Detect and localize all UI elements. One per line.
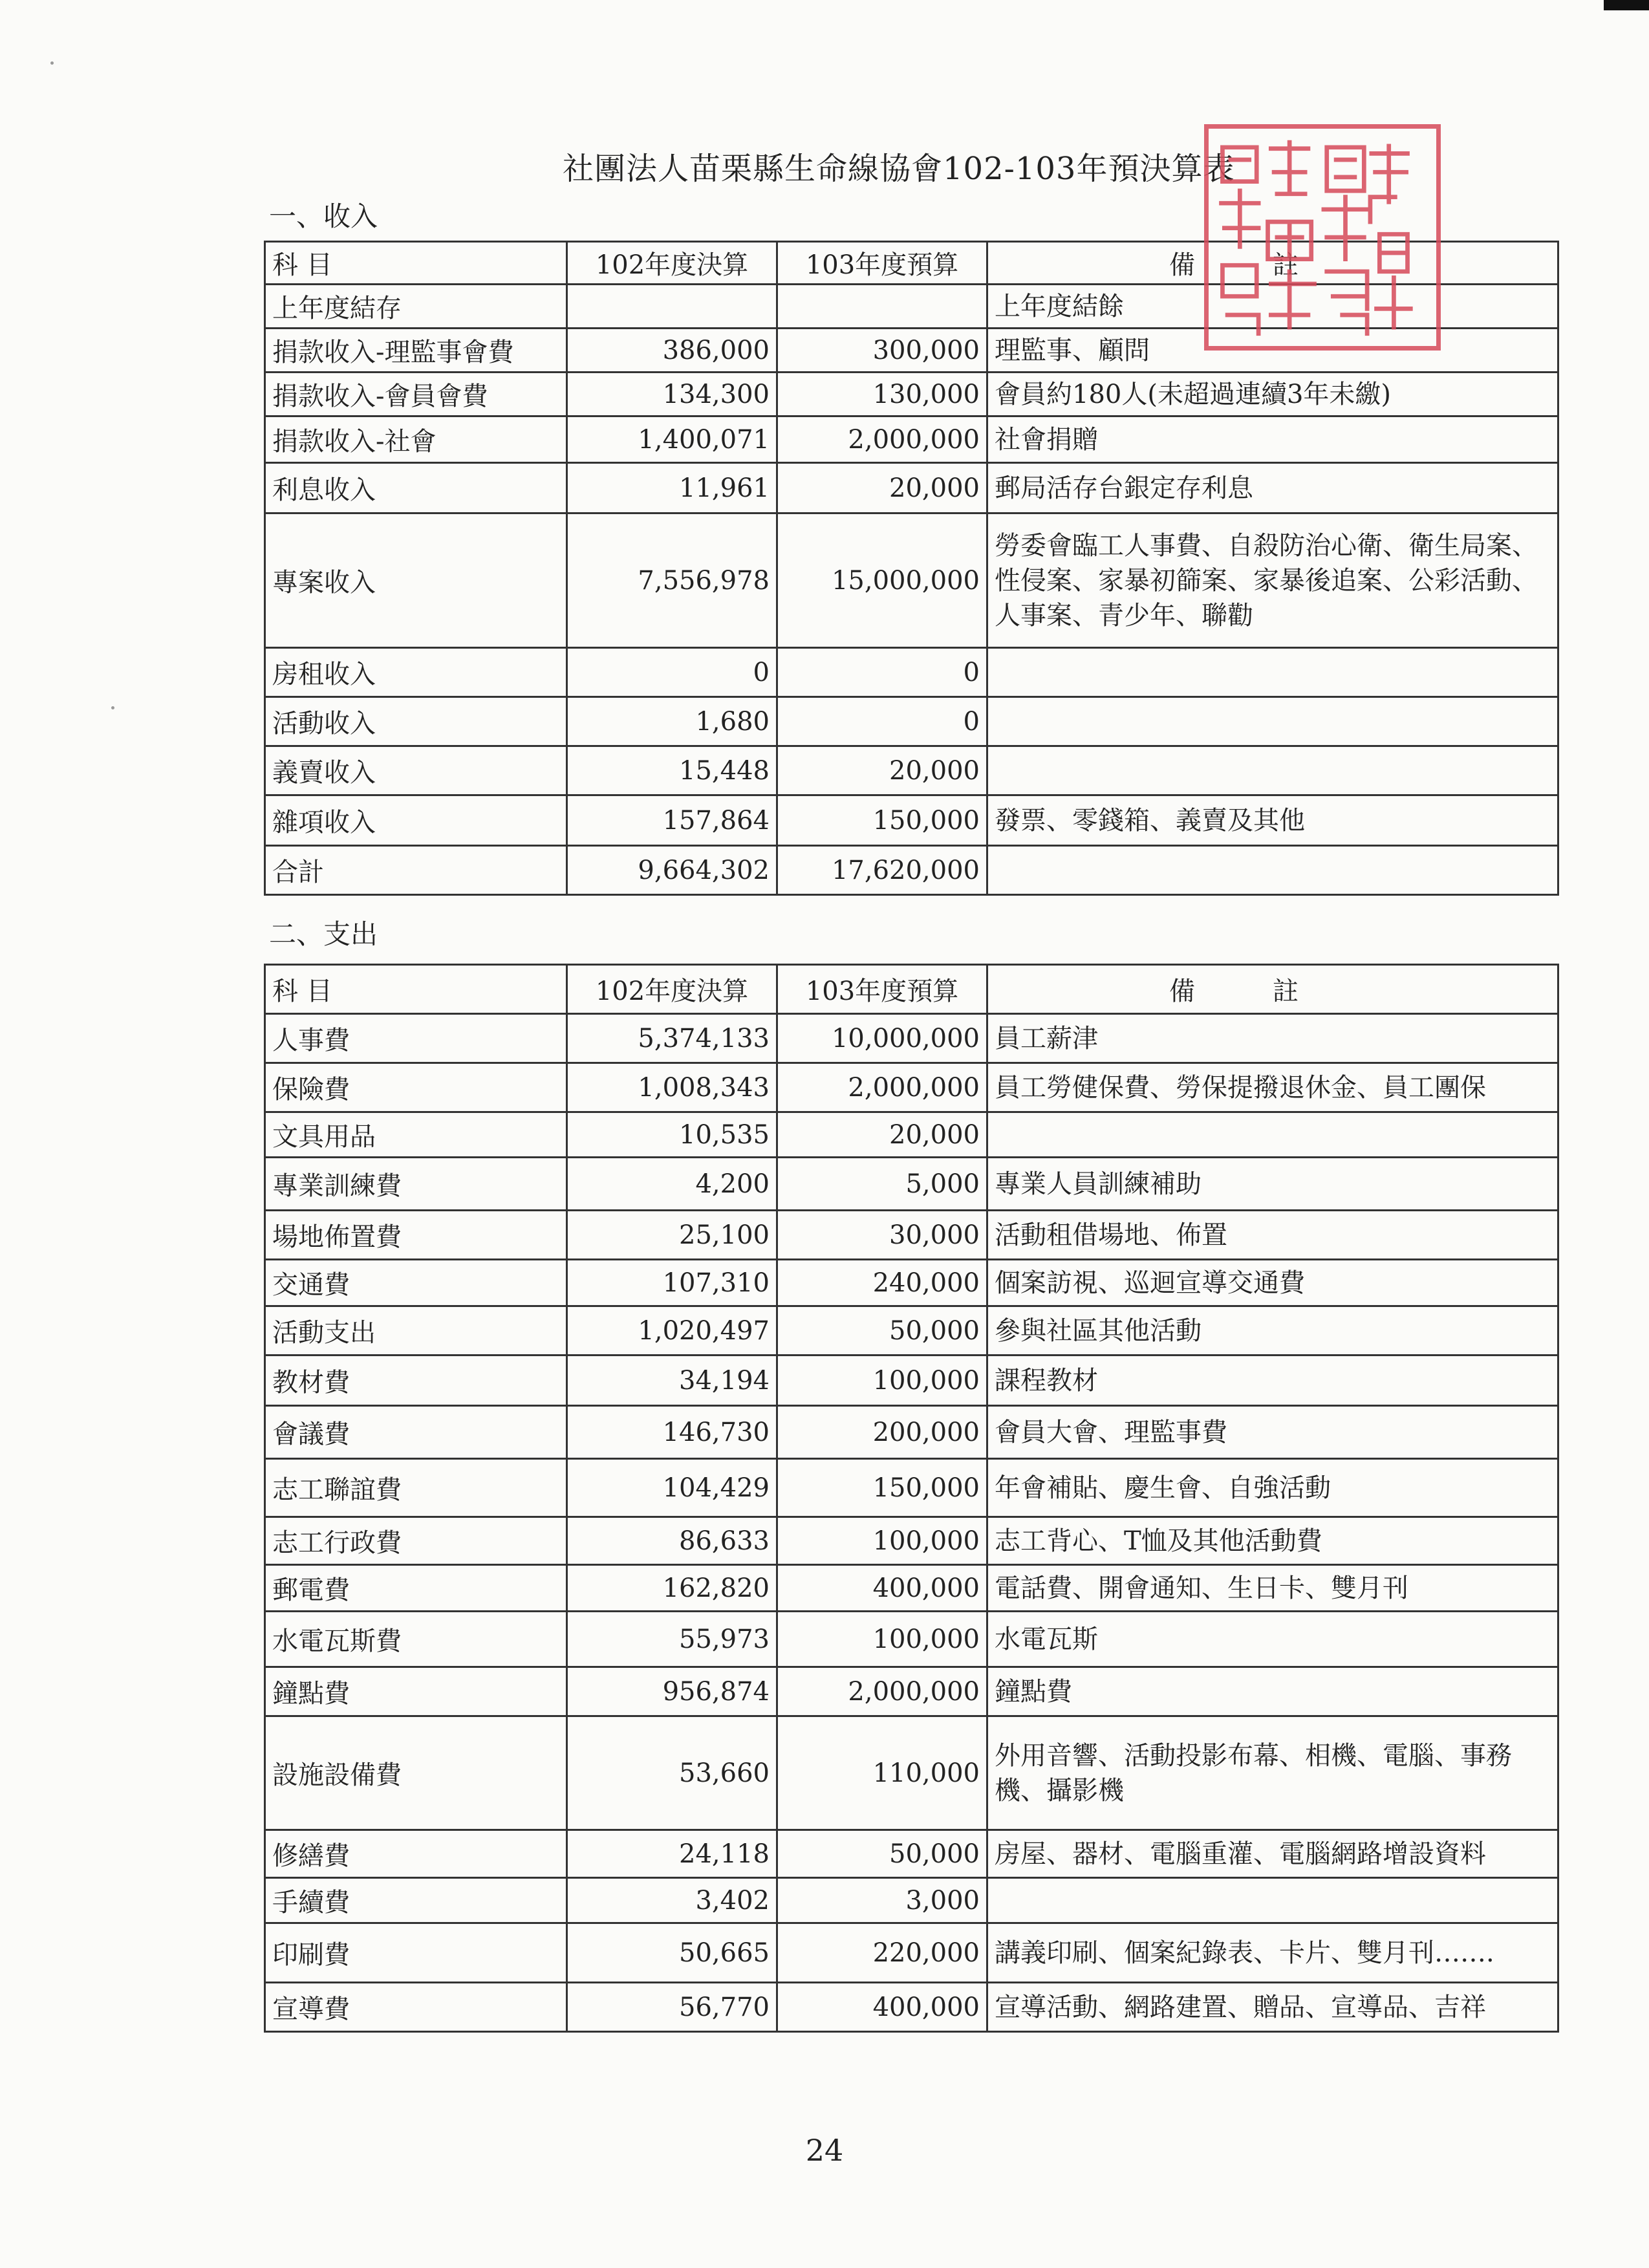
- table-row: [265, 1612, 1558, 1667]
- note-cell: 勞委會臨工人事費、自殺防治心衛、衛生局案、性侵案、家暴初篩案、家暴後追案、公彩活動、人事案、青少年、聯勸: [987, 513, 1558, 648]
- document-title: 社團法人苗栗縣生命線協會102-103年預決算表: [563, 151, 1235, 187]
- table-row: [265, 746, 1558, 795]
- table-row: [265, 1158, 1558, 1211]
- actual-102-cell: 56,770: [567, 1983, 777, 2032]
- subject-cell: 水電瓦斯費: [265, 1612, 567, 1667]
- note-cell: 個案訪視、巡迴宣導交通費: [987, 1260, 1558, 1306]
- table-row: [265, 1063, 1558, 1112]
- budget-103-cell: 2,000,000: [777, 1063, 987, 1112]
- budget-103-cell: 2,000,000: [777, 1667, 987, 1716]
- table-row: [265, 1923, 1558, 1983]
- actual-102-cell: 107,310: [567, 1260, 777, 1306]
- actual-102-cell: 3,402: [567, 1878, 777, 1923]
- budget-103-cell: 150,000: [777, 1459, 987, 1517]
- subject-header: 科 目: [265, 965, 567, 1014]
- budget-103-cell: 110,000: [777, 1716, 987, 1830]
- income-section-label: 一、收入: [269, 200, 378, 232]
- budget-103-cell: 400,000: [777, 1565, 987, 1612]
- subject-cell: 專業訓練費: [265, 1158, 567, 1211]
- note-cell: [987, 746, 1558, 795]
- subject-cell: 合計: [265, 846, 567, 895]
- budget-103-cell: 10,000,000: [777, 1014, 987, 1063]
- subject-cell: 志工聯誼費: [265, 1459, 567, 1517]
- subject-cell: 捐款收入-理監事會費: [265, 329, 567, 373]
- note-cell: [987, 1112, 1558, 1158]
- budget-103-cell: 50,000: [777, 1830, 987, 1878]
- table-row: [265, 1306, 1558, 1355]
- actual-102-cell: 1,400,071: [567, 416, 777, 463]
- table-row: [265, 373, 1558, 416]
- actual-102-cell: 956,874: [567, 1667, 777, 1716]
- actual-102-cell: 157,864: [567, 795, 777, 846]
- subject-cell: 保險費: [265, 1063, 567, 1112]
- page-number: 24: [805, 2133, 844, 2168]
- table-row: [265, 1355, 1558, 1406]
- note-cell: 專業人員訓練補助: [987, 1158, 1558, 1211]
- note-cell: 員工薪津: [987, 1014, 1558, 1063]
- note-cell: 發票、零錢箱、義賣及其他: [987, 795, 1558, 846]
- note-cell: 活動租借場地、佈置: [987, 1211, 1558, 1260]
- subject-cell: 專案收入: [265, 513, 567, 648]
- actual-102-cell: 386,000: [567, 329, 777, 373]
- expense-header-row: [265, 965, 1558, 1014]
- table-row: [265, 1014, 1558, 1063]
- actual-102-cell: 10,535: [567, 1112, 777, 1158]
- subject-cell: 場地佈置費: [265, 1211, 567, 1260]
- budget-103-cell: 220,000: [777, 1923, 987, 1983]
- table-row: [265, 1830, 1558, 1878]
- table-row: [265, 795, 1558, 846]
- note-cell: [987, 697, 1558, 746]
- expense-table: [264, 964, 1559, 2033]
- subject-cell: 義賣收入: [265, 746, 567, 795]
- note-cell: [987, 648, 1558, 697]
- note-cell: 理監事、顧問: [987, 329, 1558, 373]
- budget-103-cell: 150,000: [777, 795, 987, 846]
- budget-103-cell: 50,000: [777, 1306, 987, 1355]
- expense-table-body: [265, 965, 1558, 2032]
- subject-cell: 活動支出: [265, 1306, 567, 1355]
- subject-cell: 活動收入: [265, 697, 567, 746]
- subject-cell: 上年度結存: [265, 285, 567, 329]
- note-cell: 課程教材: [987, 1355, 1558, 1406]
- subject-cell: 人事費: [265, 1014, 567, 1063]
- budget-103-cell: 20,000: [777, 1112, 987, 1158]
- budget-103-header: 103年度預算: [777, 965, 987, 1014]
- actual-102-cell: 7,556,978: [567, 513, 777, 648]
- scan-speck: [111, 706, 114, 709]
- note-cell: 鐘點費: [987, 1667, 1558, 1716]
- note-cell: 郵局活存台銀定存利息: [987, 463, 1558, 513]
- budget-103-cell: 3,000: [777, 1878, 987, 1923]
- budget-103-cell: 100,000: [777, 1612, 987, 1667]
- budget-103-cell: 300,000: [777, 329, 987, 373]
- subject-cell: 教材費: [265, 1355, 567, 1406]
- actual-102-cell: 1,020,497: [567, 1306, 777, 1355]
- table-row: [265, 513, 1558, 648]
- budget-103-cell: 15,000,000: [777, 513, 987, 648]
- actual-102-cell: 4,200: [567, 1158, 777, 1211]
- table-row: [265, 463, 1558, 513]
- table-row: [265, 1667, 1558, 1716]
- budget-103-cell: 100,000: [777, 1355, 987, 1406]
- subject-cell: 設施設備費: [265, 1716, 567, 1830]
- table-row: [265, 697, 1558, 746]
- note-cell: 年會補貼、慶生會、自強活動: [987, 1459, 1558, 1517]
- note-cell: 上年度結餘: [987, 285, 1558, 329]
- note-cell: 員工勞健保費、勞保提撥退休金、員工團保: [987, 1063, 1558, 1112]
- actual-102-cell: 104,429: [567, 1459, 777, 1517]
- actual-102-cell: 24,118: [567, 1830, 777, 1878]
- note-cell: 志工背心、T恤及其他活動費: [987, 1517, 1558, 1565]
- subject-cell: 修繕費: [265, 1830, 567, 1878]
- subject-cell: 交通費: [265, 1260, 567, 1306]
- table-row: [265, 648, 1558, 697]
- note-cell: 會員約180人(未超過連續3年未繳): [987, 373, 1558, 416]
- budget-103-cell: 20,000: [777, 746, 987, 795]
- actual-102-cell: 9,664,302: [567, 846, 777, 895]
- budget-103-cell: 0: [777, 648, 987, 697]
- table-row: [265, 1983, 1558, 2032]
- seal-glyph-strokes: [1209, 129, 1436, 346]
- actual-102-cell: 162,820: [567, 1565, 777, 1612]
- note-cell: 外用音響、活動投影布幕、相機、電腦、事務機、攝影機: [987, 1716, 1558, 1830]
- actual-102-cell: 134,300: [567, 373, 777, 416]
- subject-cell: 文具用品: [265, 1112, 567, 1158]
- table-row: [265, 1878, 1558, 1923]
- scan-speck: [50, 61, 54, 65]
- budget-103-cell: 400,000: [777, 1983, 987, 2032]
- table-row: [265, 1459, 1558, 1517]
- table-row: [265, 846, 1558, 895]
- subject-cell: 房租收入: [265, 648, 567, 697]
- actual-102-cell: 50,665: [567, 1923, 777, 1983]
- actual-102-cell: 146,730: [567, 1406, 777, 1459]
- table-row: [265, 416, 1558, 463]
- subject-cell: 郵電費: [265, 1565, 567, 1612]
- budget-103-cell: 2,000,000: [777, 416, 987, 463]
- association-seal-stamp: [1204, 124, 1441, 351]
- actual-102-cell: 5,374,133: [567, 1014, 777, 1063]
- note-cell: 參與社區其他活動: [987, 1306, 1558, 1355]
- subject-cell: 手續費: [265, 1878, 567, 1923]
- subject-cell: 雜項收入: [265, 795, 567, 846]
- actual-102-cell: 25,100: [567, 1211, 777, 1260]
- subject-cell: 志工行政費: [265, 1517, 567, 1565]
- note-cell: 會員大會、理監事費: [987, 1406, 1558, 1459]
- table-row: [265, 1260, 1558, 1306]
- budget-103-cell: 130,000: [777, 373, 987, 416]
- actual-102-header: 102年度決算: [567, 242, 777, 285]
- budget-103-cell: 200,000: [777, 1406, 987, 1459]
- actual-102-cell: 1,680: [567, 697, 777, 746]
- budget-103-cell: 17,620,000: [777, 846, 987, 895]
- table-row: [265, 1517, 1558, 1565]
- table-row: [265, 1716, 1558, 1830]
- note-cell: [987, 846, 1558, 895]
- table-row: [265, 1565, 1558, 1612]
- subject-cell: 會議費: [265, 1406, 567, 1459]
- actual-102-cell: 53,660: [567, 1716, 777, 1830]
- budget-103-cell: 5,000: [777, 1158, 987, 1211]
- budget-103-cell: 0: [777, 697, 987, 746]
- table-row: [265, 1406, 1558, 1459]
- actual-102-cell: 15,448: [567, 746, 777, 795]
- budget-103-header: 103年度預算: [777, 242, 987, 285]
- budget-103-cell: 100,000: [777, 1517, 987, 1565]
- subject-header: 科 目: [265, 242, 567, 285]
- budget-103-cell: 30,000: [777, 1211, 987, 1260]
- note-cell: 講義印刷、個案紀錄表、卡片、雙月刊…….: [987, 1923, 1558, 1983]
- table-row: [265, 1112, 1558, 1158]
- budget-103-cell: 240,000: [777, 1260, 987, 1306]
- actual-102-cell: 34,194: [567, 1355, 777, 1406]
- budget-103-cell: 20,000: [777, 463, 987, 513]
- actual-102-cell: [567, 285, 777, 329]
- note-cell: 社會捐贈: [987, 416, 1558, 463]
- subject-cell: 鐘點費: [265, 1667, 567, 1716]
- subject-cell: 印刷費: [265, 1923, 567, 1983]
- note-cell: 房屋、器材、電腦重灌、電腦網路增設資料: [987, 1830, 1558, 1878]
- scan-corner-mark: [1604, 0, 1649, 10]
- expense-section-label: 二、支出: [269, 918, 378, 950]
- note-cell: 水電瓦斯: [987, 1612, 1558, 1667]
- note-header: 備註: [987, 242, 1558, 285]
- budget-103-cell: [777, 285, 987, 329]
- note-header: 備註: [987, 965, 1558, 1014]
- actual-102-cell: 11,961: [567, 463, 777, 513]
- actual-102-cell: 86,633: [567, 1517, 777, 1565]
- table-row: [265, 1211, 1558, 1260]
- actual-102-cell: 55,973: [567, 1612, 777, 1667]
- subject-cell: 捐款收入-社會: [265, 416, 567, 463]
- actual-102-cell: 1,008,343: [567, 1063, 777, 1112]
- actual-102-header: 102年度決算: [567, 965, 777, 1014]
- note-cell: 宣導活動、網路建置、贈品、宣導品、吉祥: [987, 1983, 1558, 2032]
- note-cell: [987, 1878, 1558, 1923]
- note-cell: 電話費、開會通知、生日卡、雙月刊: [987, 1565, 1558, 1612]
- actual-102-cell: 0: [567, 648, 777, 697]
- subject-cell: 宣導費: [265, 1983, 567, 2032]
- subject-cell: 捐款收入-會員會費: [265, 373, 567, 416]
- subject-cell: 利息收入: [265, 463, 567, 513]
